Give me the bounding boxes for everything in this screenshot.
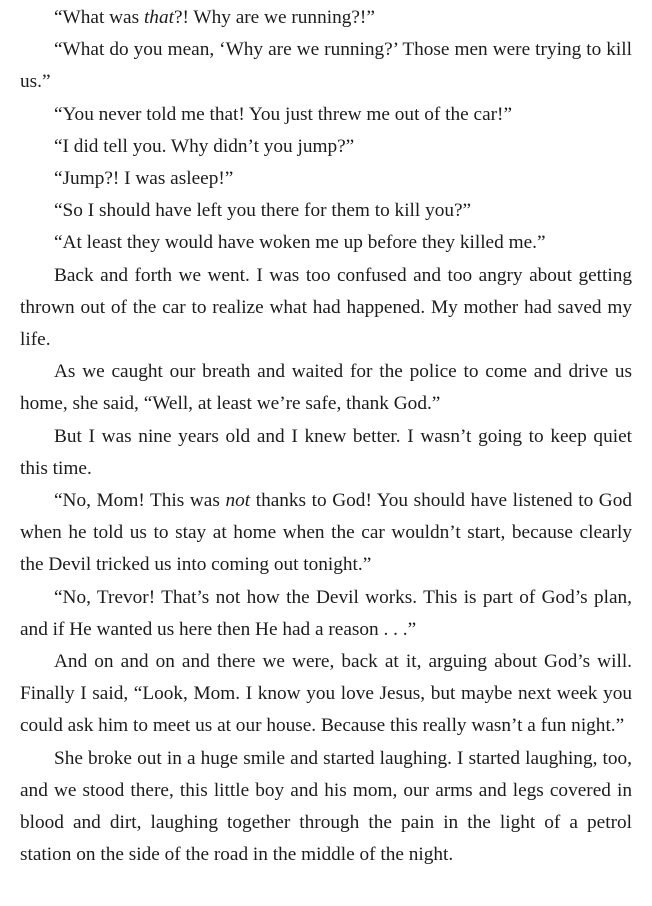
paragraph: And on and on and there we were, back at it, arguing about God’s will. Finally I said, “Look, Mom. I know you love Jesus, but maybe next week you could ask him to meet us at our house. Because this really wasn’t a fun night.”	[20, 651, 632, 737]
page-body-text	[20, 2, 632, 871]
paragraph: As we caught our breath and waited for the police to come and drive us home, she said, “Well, at least we’re safe, thank God.”	[20, 361, 632, 415]
paragraph: “No, Trevor! That’s not how the Devil works. This is part of God’s plan, and if He wanted us here then He had a reason . . .”	[20, 586, 632, 640]
paragraph: “I did tell you. Why didn’t you jump?”	[54, 135, 355, 157]
paragraph: “You never told me that! You just threw me out of the car!”	[54, 103, 513, 125]
paragraph: She broke out in a huge smile and started laughing. I started laughing, too, and we stood there, this little boy and his mom, our arms and legs covered in blood and dirt, laughing together through the pain in the light of a petrol station on the side of the road in the middle of the night.	[20, 747, 632, 866]
paragraph: “What was that?! Why are we running?!”	[54, 7, 375, 28]
paragraph: Back and forth we went. I was too confused and too angry about getting thrown out of the car to realize what had happened. My mother had saved my life.	[20, 264, 632, 351]
paragraph: “What do you mean, ‘Why are we running?’ Those men were trying to kill us.”	[20, 39, 632, 93]
paragraph: “So I should have left you there for them to kill you?”	[54, 200, 472, 222]
paragraph: “No, Mom! This was not thanks to God! You should have listened to God when he told us to stay at home when the car wouldn’t start, because clearly the Devil tricked us into coming out tonight.”	[20, 490, 633, 576]
paragraph: “Jump?! I was asleep!”	[54, 168, 234, 190]
paragraph: But I was nine years old and I knew better. I wasn’t going to keep quiet this time.	[20, 425, 632, 479]
paragraph: “At least they would have woken me up before they killed me.”	[54, 232, 546, 254]
